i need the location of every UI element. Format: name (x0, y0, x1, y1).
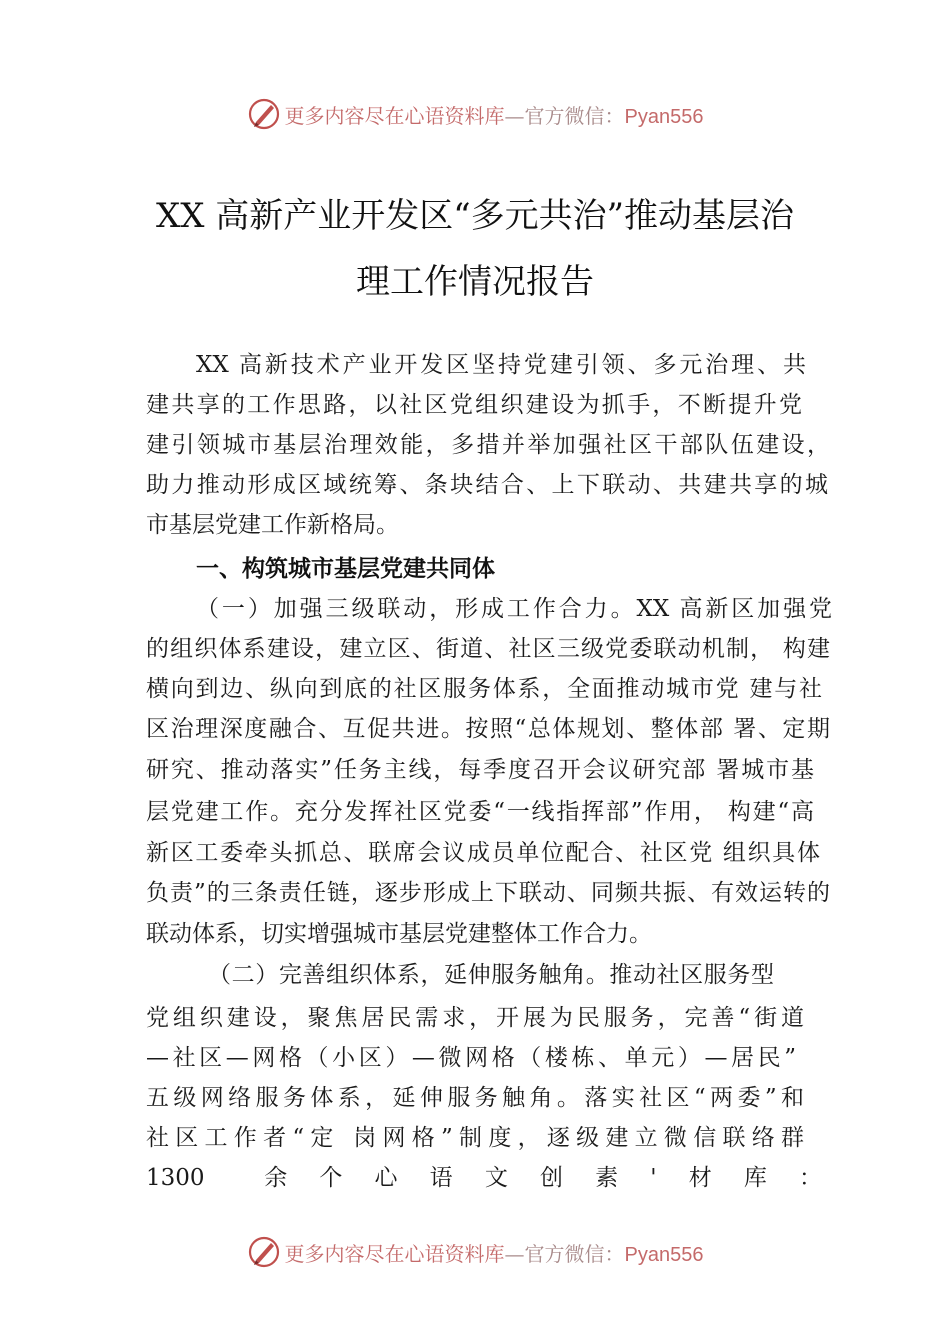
document-title-line-1: XX 高新产业开发区“多元共治”推动基层治 (156, 196, 794, 236)
paragraph-line: —社区—网格（小区）—微网格（楼栋、单元）—居民” (146, 1045, 796, 1071)
paragraph-line: 联动体系，切实增强城市基层党建整体工作合力。 (146, 921, 652, 947)
paragraph-line: 区治理深度融合、互促共进。按照“总体规划、整体部 署、定期 (146, 716, 830, 742)
paragraph-line: 五级网络服务体系，延伸服务触角。落实社区“两委”和 (146, 1085, 804, 1111)
watermark-banner-bottom (0, 1232, 950, 1272)
intro-line: 助力推动形成区域统筹、条块结合、上下联动、共建共享的城 (146, 472, 828, 498)
paragraph-line: 层党建工作。充分发挥社区党委“一线指挥部”作用， 构建“高 (146, 799, 814, 825)
paragraph-line: （一）加强三级联动，形成工作合力。XX 高新区加强党 (196, 596, 832, 622)
document-title-line-2: 理工作情况报告 (356, 262, 594, 302)
intro-line: 市基层党建工作新格局。 (146, 512, 399, 538)
paragraph-line: 新区工委牵头抓总、联席会议成员单位配合、社区党 组织具体 (146, 840, 820, 866)
paragraph-line: 党组织建设，聚焦居民需求，开展为民服务，完善“街道 (146, 1005, 804, 1031)
pen-logo-icon (247, 97, 281, 131)
section-heading-1: 一、构筑城市基层党建共同体 (196, 556, 495, 582)
paragraph-line: 横向到边、纵向到底的社区服务体系，全面推动城市党 建与社 (146, 676, 822, 702)
pen-logo-icon (247, 1235, 281, 1269)
paragraph-line: 研究、推动落实”任务主线，每季度召开会议研究部 署城市基 (146, 757, 814, 783)
paragraph-line: 的组织体系建设，建立区、街道、社区三级党委联动机制， 构建 (146, 636, 830, 662)
paragraph-line: 1300 余 个 心 语 文 创 素 ' 材 库 ： (146, 1165, 822, 1191)
paragraph-line: 负责”的三条责任链，逐步形成上下联动、同频共振、有效运转的 (146, 880, 830, 906)
paragraph-line: （二）完善组织体系，延伸服务触角。推动社区服务型 (208, 962, 774, 988)
intro-line: XX 高新技术产业开发区坚持党建引领、多元治理、共 (196, 352, 806, 378)
watermark-text: 更多内容尽在心语资料库—官方微信：Pyan556 (284, 1241, 704, 1266)
intro-line: 建引领城市基层治理效能，多措并举加强社区干部队伍建设， (146, 432, 830, 458)
intro-line: 建共享的工作思路，以社区党组织建设为抓手，不断提升党 (146, 392, 802, 418)
watermark-text: 更多内容尽在心语资料库—官方微信：Pyan556 (284, 103, 704, 128)
watermark-banner-top (0, 94, 950, 134)
paragraph-line: 社区工作者“定 岗网格”制度，逐级建立微信联络群 (146, 1125, 804, 1151)
